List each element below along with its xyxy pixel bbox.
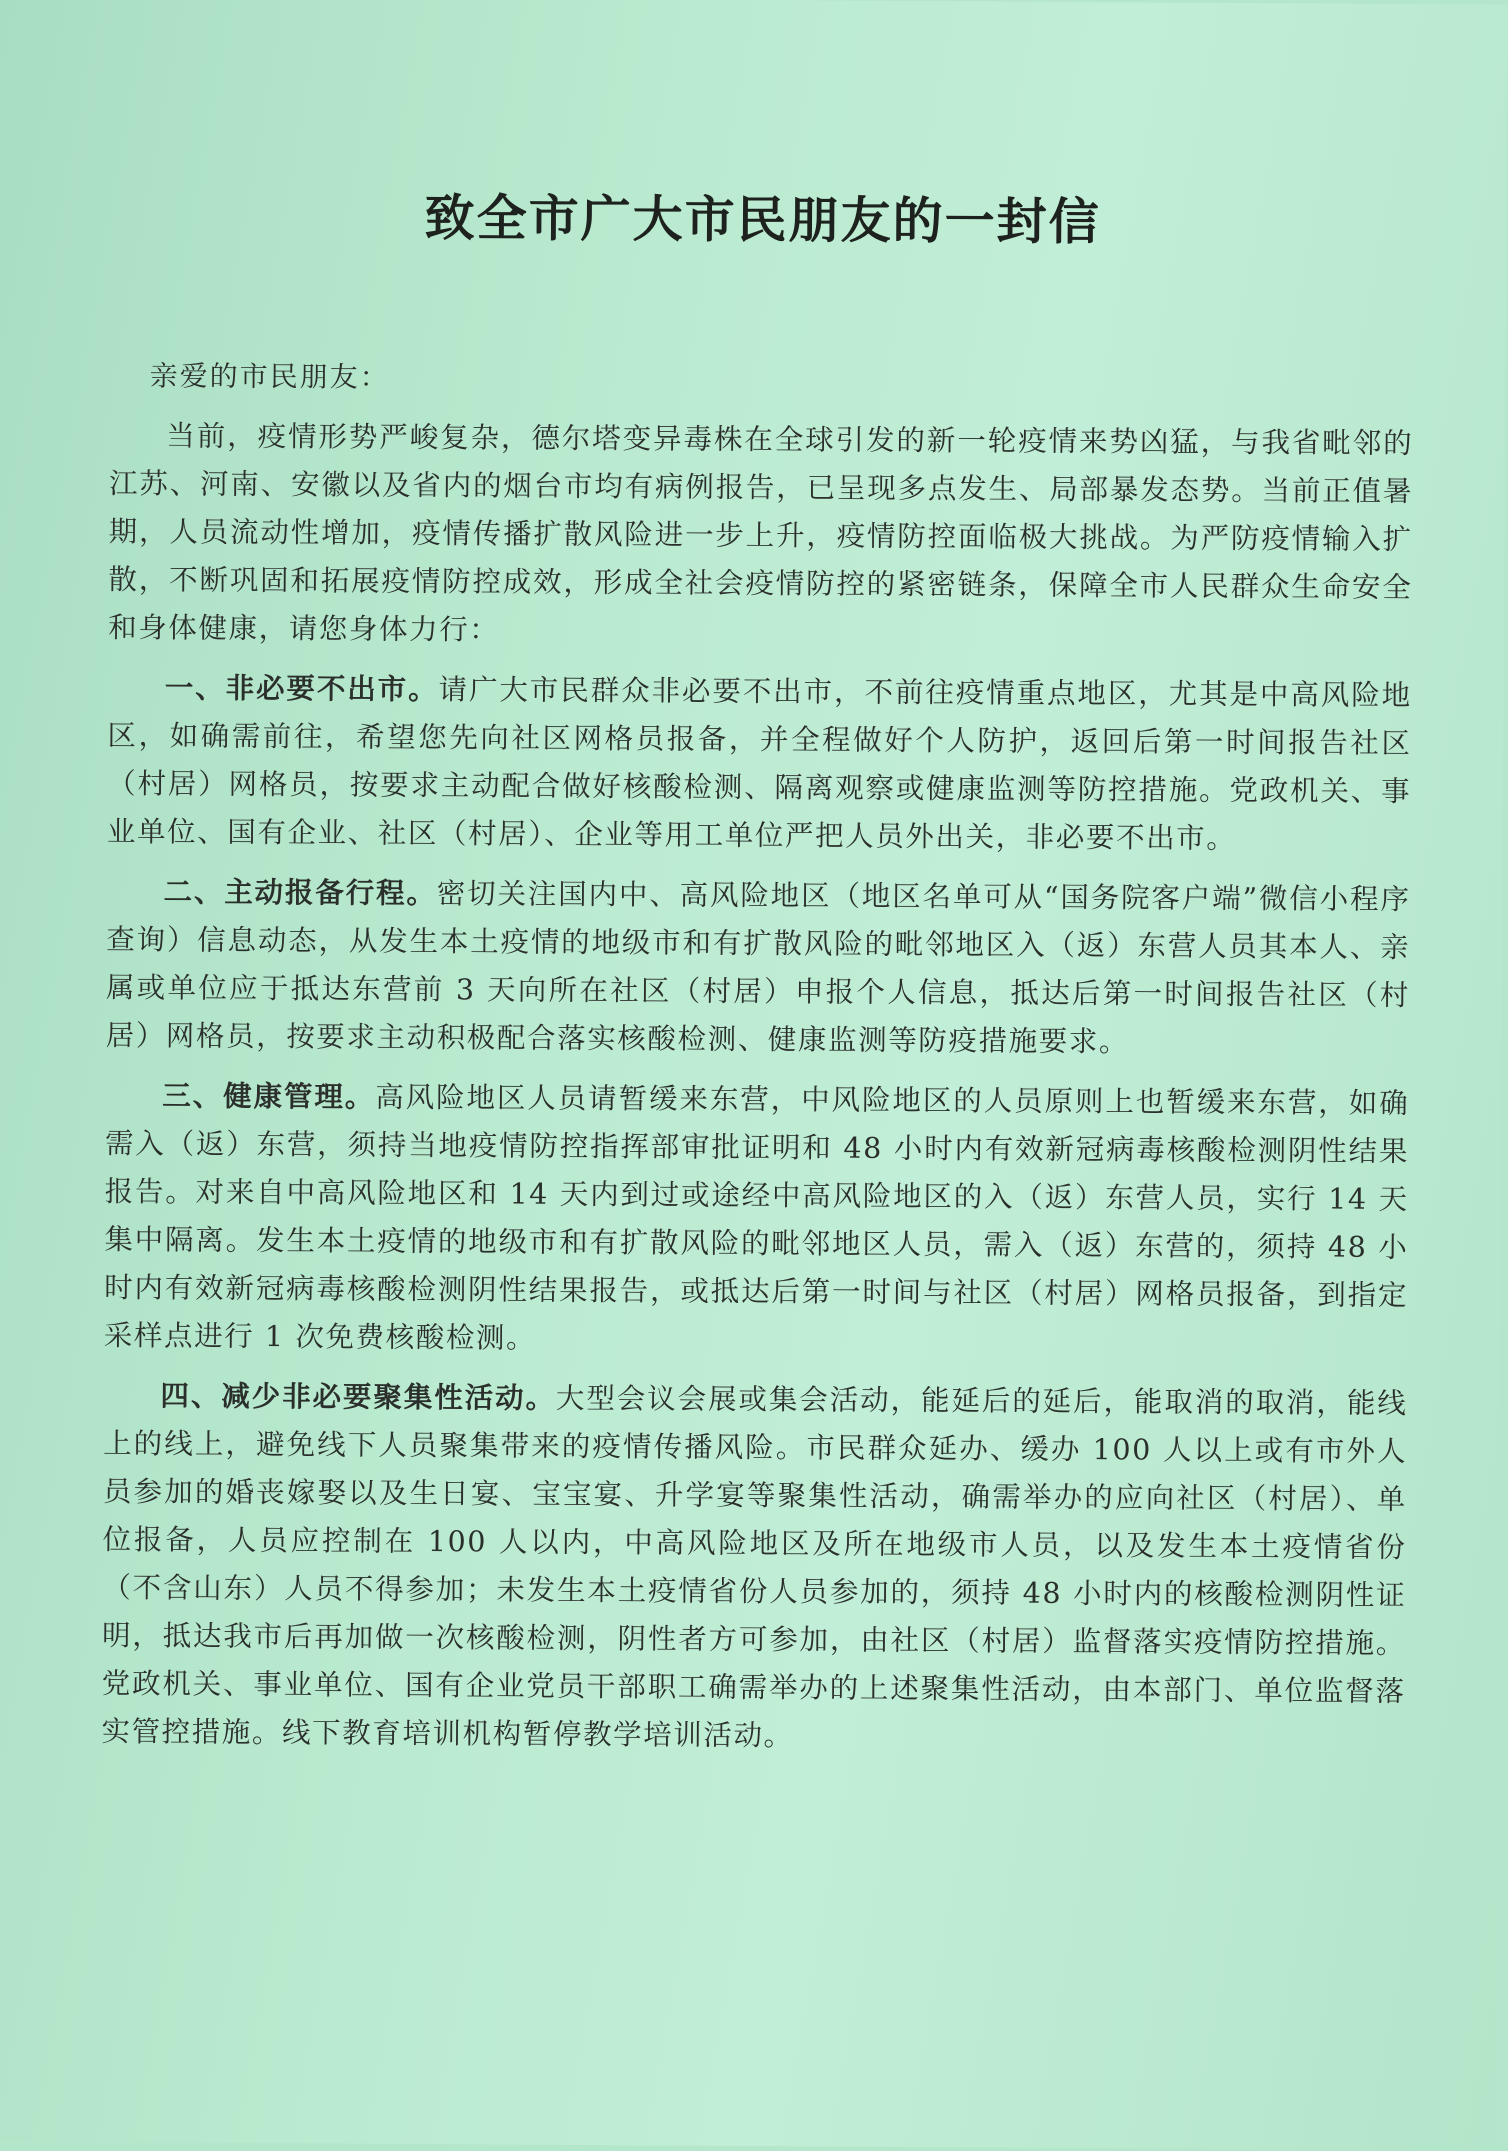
section-1 — [107, 664, 1412, 864]
section-3-body: 高风险地区人员请暂缓来东营，中风险地区的人员原则上也暂缓来东营，如确需入（返）东营，须持当地疫情防控指挥部审批证明和 48 小时内有效新冠病毒核酸检测阴性结果报告。对来自中高风险地区和 14 天内到过或途经中高风险地区的入（返）东营人员，实行 14 天集中隔离。发生本土疫情的地级市和有扩散风险的毗邻地区人员，需入（返）东营的，须持 48 小时内有效新冠病毒核酸检测阴性结果报告，或抵达后第一时间与社区（村居）网格员报备，到指定采样点进行 1 次免费核酸检测。 — [103, 1080, 1410, 1355]
letter-title: 致全市广大市民朋友的一封信 — [424, 187, 1101, 252]
section-4 — [101, 1372, 1407, 1764]
section-3-heading: 三、健康管理。 — [162, 1079, 376, 1114]
section-2 — [106, 868, 1411, 1068]
section-4-body: 大型会议会展或集会活动，能延后的延后，能取消的取消，能线上的线上，避免线下人员聚集带来的疫情传播风险。市民群众延办、缓办 100 人以上或有市外人员参加的婚丧嫁娶以及生日宴、宝宝宴、升学宴等聚集性活动，确需举办的应向社区（村居）、单位报备，人员应控制在 100 人以内，中高风险地区及所在地级市人员，以及发生本土疫情省份（不含山东）人员不得参加；未发生本土疫情省份人员参加的，须持 48 小时内的核酸检测阴性证明，抵达我市后再加做一次核酸检测，阴性者方可参加，由社区（村居）监督落实疫情防控措施。党政机关、事业单位、国有企业党员干部职工确需举办的上述聚集性活动，由本部门、单位监督落实管控措施。线下教育培训机构暂停教学培训活动。 — [101, 1381, 1408, 1753]
section-4-heading: 四、减少非必要聚集性活动。 — [160, 1379, 557, 1415]
section-2-body: 密切关注国内中、高风险地区（地区名单可从“国务院客户端”微信小程序查询）信息动态，从发生本土疫情的地级市和有扩散风险的毗邻地区入（返）东营人员其本人、亲属或单位应于抵达东营前 3 天向所在社区（村居）申报个人信息，抵达后第一时间报告社区（村居）网格员，按要求主动积极配合落实核酸检测、健康监测等防疫措施要求。 — [105, 877, 1411, 1059]
section-1-heading: 一、非必要不出市。 — [164, 671, 439, 707]
section-3 — [104, 1072, 1410, 1368]
intro-paragraph: 当前，疫情形势严峻复杂，德尔塔变异毒株在全球引发的新一轮疫情来势凶猛，与我省毗邻的江苏、河南、安徽以及省内的烟台市均有病例报告，已呈现多点发生、局部暴发态势。当前正值暑期，人员流动性增加，疫情传播扩散风险进一步上升，疫情防控面临极大挑战。为严防疫情输入扩散，不断巩固和拓展疫情防控成效，形成全社会疫情防控的紧密链条，保障全市人民群众生命安全和身体健康，请您身体力行： — [108, 419, 1414, 647]
salutation: 亲爱的市民朋友： — [149, 359, 390, 394]
section-1-body: 请广大市民群众非必要不出市，不前往疫情重点地区，尤其是中高风险地区，如确需前往，希望您先向社区网格员报备，并全程做好个人防护，返回后第一时间报告社区（村居）网格员，按要求主动配合做好核酸检测、隔离观察或健康监测等防控措施。党政机关、事业单位、国有企业、社区（村居）、企业等用工单位严把人员外出关，非必要不出市。 — [106, 673, 1412, 855]
section-2-heading: 二、主动报备行程。 — [163, 875, 437, 911]
